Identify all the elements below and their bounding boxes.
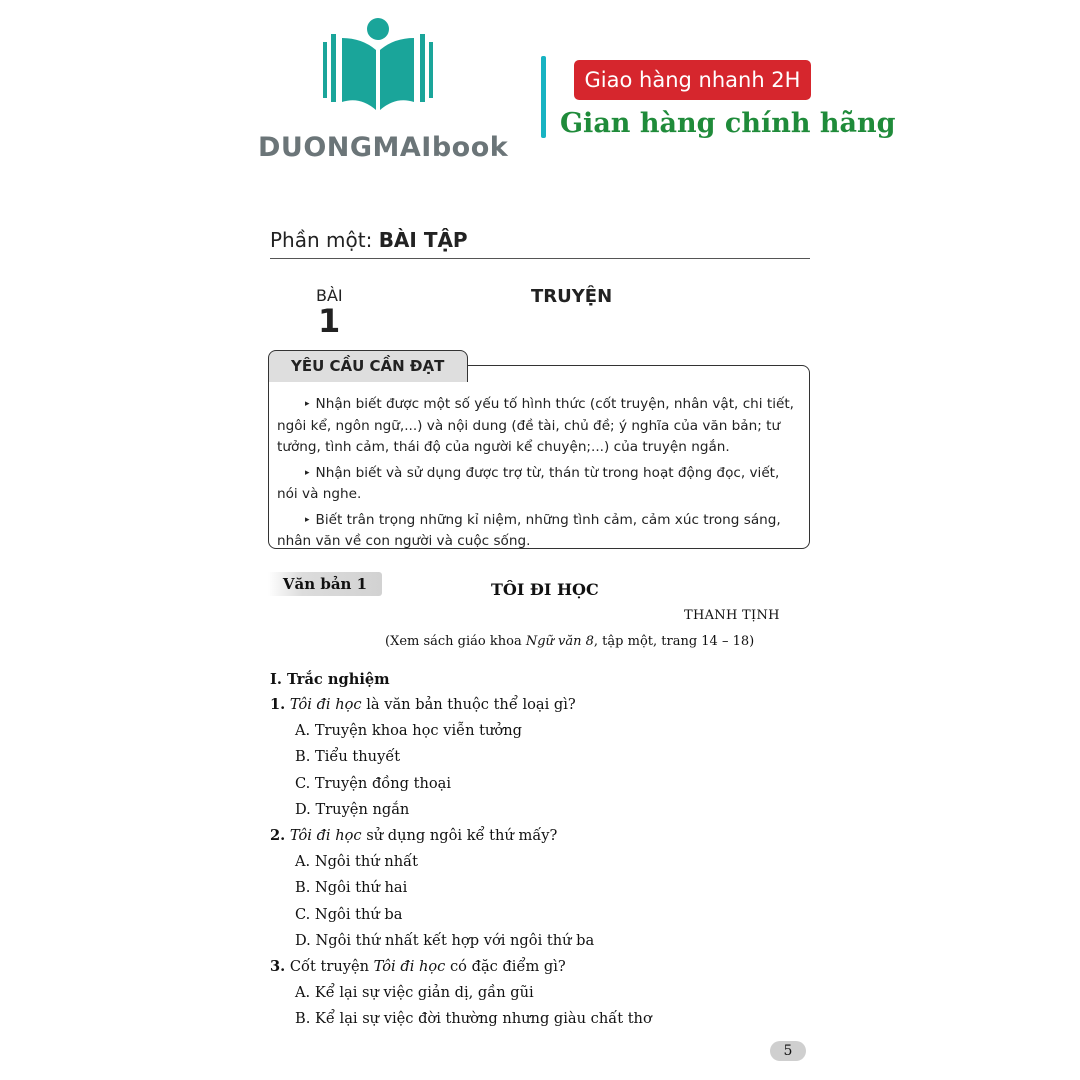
text-title: TÔI ĐI HỌC (491, 580, 599, 599)
part-prefix: Phần một: (270, 228, 373, 252)
part-title (270, 228, 468, 252)
question-2-option-d: D. Ngôi thứ nhất kết hợp với ngôi thứ ba (295, 931, 595, 949)
question-2-option-b: B. Ngôi thứ hai (295, 879, 408, 897)
part-name: BÀI TẬP (378, 228, 468, 252)
requirement-item: ▸ Nhận biết được một số yếu tố hình thức (cốt truyện, nhân vật, chi tiết, ngôi kể, ngôn ngữ,...) và nội dung (đề tài, chủ đề; ý nghĩa của văn bản; tư tưởng, tình cảm, thái độ của người kể chuyện;...) của truyện ngắn. (277, 396, 795, 455)
lesson-title: TRUYỆN (531, 286, 613, 307)
page-number: 5 (770, 1041, 806, 1061)
question-3-option-b: B. Kể lại sự việc đời thường nhưng giàu chất thơ (295, 1010, 652, 1028)
text-author: THANH TỊNH (684, 608, 780, 623)
question-1: 1. Tôi đi học là văn bản thuộc thể loại gì? (270, 696, 576, 713)
header-divider (541, 56, 546, 138)
lesson-number: 1 (318, 302, 341, 340)
delivery-badge: Giao hàng nhanh 2H (574, 60, 811, 100)
question-1-option-c: C. Truyện đồng thoại (295, 774, 452, 792)
triangle-bullet-icon: ▸ (305, 467, 310, 478)
part-divider (270, 258, 810, 259)
question-2-option-a: A. Ngôi thứ nhất (295, 853, 418, 871)
question-3: 3. Cốt truyện Tôi đi học có đặc điểm gì? (270, 957, 566, 975)
quiz-heading: I. Trắc nghiệm (270, 671, 390, 688)
quiz-section (270, 668, 790, 1032)
text-reference: (Xem sách giáo khoa Ngữ văn 8, tập một, trang 14 – 18) (385, 634, 755, 649)
requirements-heading: YÊU CẦU CẦN ĐẠT (268, 350, 468, 382)
requirement-item: ▸ Nhận biết và sử dụng được trợ từ, thán từ trong hoạt động đọc, viết, nói và nghe. (277, 464, 780, 502)
official-store-label: Gian hàng chính hãng (560, 108, 896, 139)
text-tag: Văn bản 1 (268, 572, 382, 596)
book-logo-icon (322, 16, 434, 116)
question-1-option-d: D. Truyện ngắn (295, 800, 410, 818)
question-2: 2. Tôi đi học sử dụng ngôi kể thứ mấy? (270, 826, 558, 844)
question-3-option-a: A. Kể lại sự việc giản dị, gần gũi (295, 984, 534, 1002)
lesson-label: BÀI (316, 286, 343, 305)
triangle-bullet-icon: ▸ (305, 514, 310, 525)
requirements-list (277, 394, 797, 557)
triangle-bullet-icon: ▸ (305, 399, 310, 409)
question-2-option-c: C. Ngôi thứ ba (295, 905, 403, 923)
brand-name: DUONGMAIbook (258, 132, 509, 163)
question-1-option-b: B. Tiểu thuyết (295, 748, 401, 766)
question-1-option-a: A. Truyện khoa học viễn tưởng (295, 722, 522, 740)
requirement-item: ▸ Biết trân trọng những kỉ niệm, những tình cảm, cảm xúc trong sáng, nhân văn về con người và cuộc sống. (277, 511, 781, 549)
